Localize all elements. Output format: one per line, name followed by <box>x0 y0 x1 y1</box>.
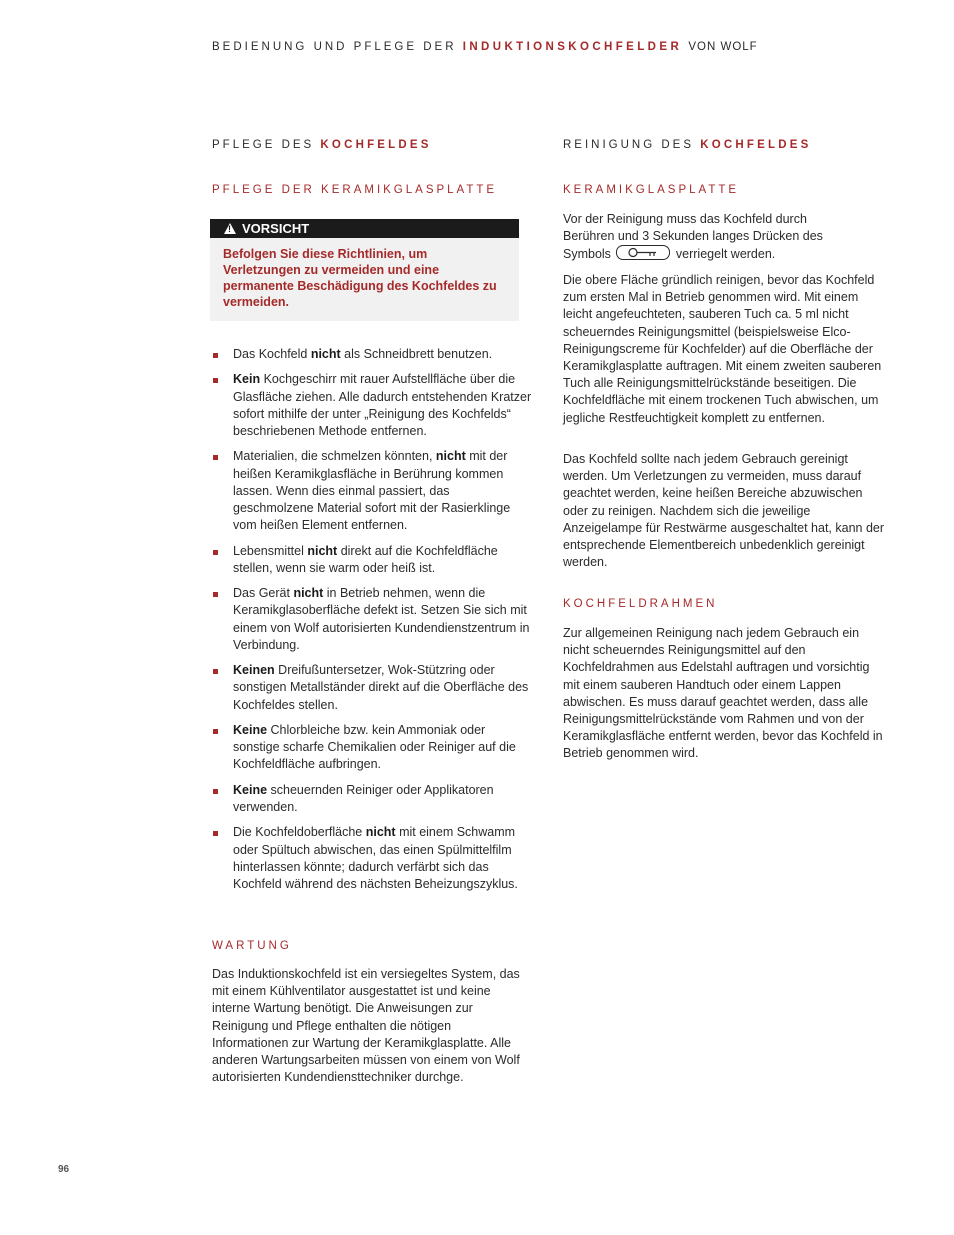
bullet-post: mit der heißen Keramikglasfläche in Berührung kommen lassen. Wenn dies einmal passiert, das geschmolzene Material sofort mit der Rasierklinge vom heißen Element entfernen. <box>233 449 511 533</box>
bullet-square-icon <box>213 592 218 597</box>
bullet-post: mit einem Schwamm oder Spültuch abwischen, das einen Spülmittelfilm hinterlassen könnte; dadurch verfärbt sich das Kochfeld während des nächsten Beheizungszyklus. <box>233 825 518 891</box>
left-section-heading <box>212 139 432 151</box>
warning-triangle-icon <box>224 223 236 234</box>
list-item <box>212 585 532 654</box>
bullet-bold: nicht <box>307 543 338 558</box>
key-lock-icon <box>616 245 670 260</box>
left-section-heading-strong: KOCHFELDES <box>320 139 432 151</box>
list-item <box>212 824 532 893</box>
right-section-heading-prefix: REINIGUNG DES <box>563 139 695 151</box>
bullet-square-icon <box>213 455 218 460</box>
bullet-pre: Das Kochfeld <box>233 347 311 361</box>
right-section-heading-strong: KOCHFELDES <box>700 139 812 151</box>
bullet-square-icon <box>213 831 218 836</box>
bullet-bold: Keinen <box>233 663 275 678</box>
bullet-post: als Schneidbrett benutzen. <box>340 347 493 361</box>
list-item <box>212 543 532 577</box>
right-section-heading <box>563 139 811 151</box>
caution-bar <box>210 219 519 238</box>
right-subheading-keramik: KERAMIKGLASPLATTE <box>563 184 740 196</box>
bullet-bold: Keine <box>233 722 268 737</box>
bullet-pre: Lebensmittel <box>233 543 308 558</box>
bullet-square-icon <box>213 353 218 358</box>
caution-box <box>210 219 519 321</box>
left-subheading: PFLEGE DER KERAMIKGLASPLATTE <box>212 184 498 196</box>
bullet-bold: nicht <box>310 347 341 361</box>
list-item <box>212 722 532 774</box>
bullet-square-icon <box>213 378 218 383</box>
running-head-prefix: BEDIENUNG UND PFLEGE DER <box>212 41 457 53</box>
bullet-pre: Materialien, die schmelzen könnten, <box>233 449 436 464</box>
running-head-suffix: VON WOLF <box>688 41 758 53</box>
bullet-pre: Das Gerät <box>233 586 294 601</box>
caution-text: Befolgen Sie diese Richtlinien, um Verletzungen zu vermeiden und eine permanente Beschädigung des Kochfeldes zu vermeiden. <box>223 247 497 309</box>
running-head <box>212 41 758 53</box>
right-subheading-rahmen: KOCHFELDRAHMEN <box>563 598 718 610</box>
bullet-post: Chlorbleiche bzw. kein Ammoniak oder sonstige scharfe Chemikalien oder Reiniger auf die Kochfeldfläche aufbringen. <box>233 722 516 772</box>
bullet-post: direkt auf die Kochfeldfläche stellen, wenn sie warm oder heiß ist. <box>233 543 498 575</box>
bullet-post: Kochgeschirr mit rauer Aufstellfläche über die Glasfläche ziehen. Alle dadurch entstehenden Kratzer sofort mithilfe der unter „Reinigung des Kochfelds“ beschriebenen Methode entfernen. <box>233 372 532 438</box>
daily-clean-paragraph: Das Kochfeld sollte nach jedem Gebrauch gereinigt werden. Um Verletzungen zu vermeiden, muss darauf geachtet werden, keine heißen Bereiche abzuwischen oder zu reinigen. Nachdem sich die jeweilige Anzeigelampe für Restwärme ausgeschaltet hat, kann der entsprechende Elementbereich unbedenklich gereinigt werden. <box>563 452 885 570</box>
bullet-bold: nicht <box>293 586 324 601</box>
bullet-post: Dreifußuntersetzer, Wok-Stützring oder sonstigen Metallständer direkt auf die Oberfläche des Kochfeldes stellen. <box>233 663 529 712</box>
list-item <box>212 782 532 816</box>
care-bullet-list <box>212 346 532 901</box>
bullet-bold: nicht <box>365 825 396 840</box>
frame-clean-paragraph: Zur allgemeinen Reinigung nach jedem Gebrauch ein nicht scheuerndes Reinigungsmittel auf den Kochfeldrahmen aus Edelstahl auftragen und vorsichtig mit einem sauberen Handtuch oder einem Lappen abwischen. Es muss darauf geachtet werden, dass alle Reinigungsmittelrückstände vom Rahmen und von der Keramikglasfläche entfernt werden, bevor das Kochfeld in Betrieb genommen wird. <box>563 626 883 761</box>
caution-label: VORSICHT <box>242 221 310 236</box>
bullet-square-icon <box>213 729 218 734</box>
wartung-paragraph: Das Induktionskochfeld ist ein versiegeltes System, das mit einem Kühlventilator ausgestattet ist und keine interne Wartung benötigt. Die Anweisungen zur Reinigung und Pflege enthalten die nötigen Informationen zur Wartung der Keramikglasplatte. Alle anderen Wartungsarbeiten müssen von einem von Wolf autorisierten Kundendiensttechniker durchge. <box>212 967 520 1085</box>
list-item <box>212 346 532 363</box>
lock-instruction-pre: Vor der Reinigung muss das Kochfeld durch Berühren und 3 Sekunden langes Drücken des Symbols <box>563 212 823 262</box>
wartung-heading: WARTUNG <box>212 940 292 952</box>
list-item <box>212 662 532 714</box>
list-item <box>212 448 532 534</box>
bullet-pre: Die Kochfeldoberfläche <box>233 825 366 840</box>
lock-instruction-paragraph <box>563 211 853 264</box>
left-section-heading-prefix: PFLEGE DES <box>212 139 315 151</box>
bullet-bold: Keine <box>233 782 268 797</box>
page-number: 96 <box>58 1164 70 1175</box>
bullet-bold: nicht <box>435 449 466 464</box>
bullet-post: in Betrieb nehmen, wenn die Keramikglasoberfläche defekt ist. Setzen Sie sich mit einem von Wolf autorisierten Kundendienstzentrum in Verbindung. <box>233 586 530 652</box>
running-head-strong: INDUKTIONSKOCHFELDER <box>462 41 683 53</box>
bullet-bold: Kein <box>233 372 261 387</box>
first-clean-paragraph: Die obere Fläche gründlich reinigen, bevor das Kochfeld zum ersten Mal in Betrieb genommen wird. Mit einem leicht angefeuchteten, sauberen Tuch ca. 5 ml nicht scheuerndes Reinigungsmittel (beispielsweise Elco-Reinigungscreme für Kochfelder) auf die Oberfläche der Keramikglasplatte auftragen. Mit einem zweiten sauberen Tuch alle Reinigungsmittelrückstände beseitigen. Die Kochfeldfläche mit einem trockenen Tuch abwischen, um jegliche Restfeuchtigkeit komplett zu entfernen. <box>563 273 882 425</box>
lock-instruction-post: verriegelt werden. <box>675 247 776 262</box>
bullet-square-icon <box>213 789 218 794</box>
bullet-square-icon <box>213 669 218 674</box>
list-item <box>212 371 532 440</box>
bullet-post: scheuernden Reiniger oder Applikatoren verwenden. <box>233 782 494 814</box>
bullet-square-icon <box>213 550 218 555</box>
